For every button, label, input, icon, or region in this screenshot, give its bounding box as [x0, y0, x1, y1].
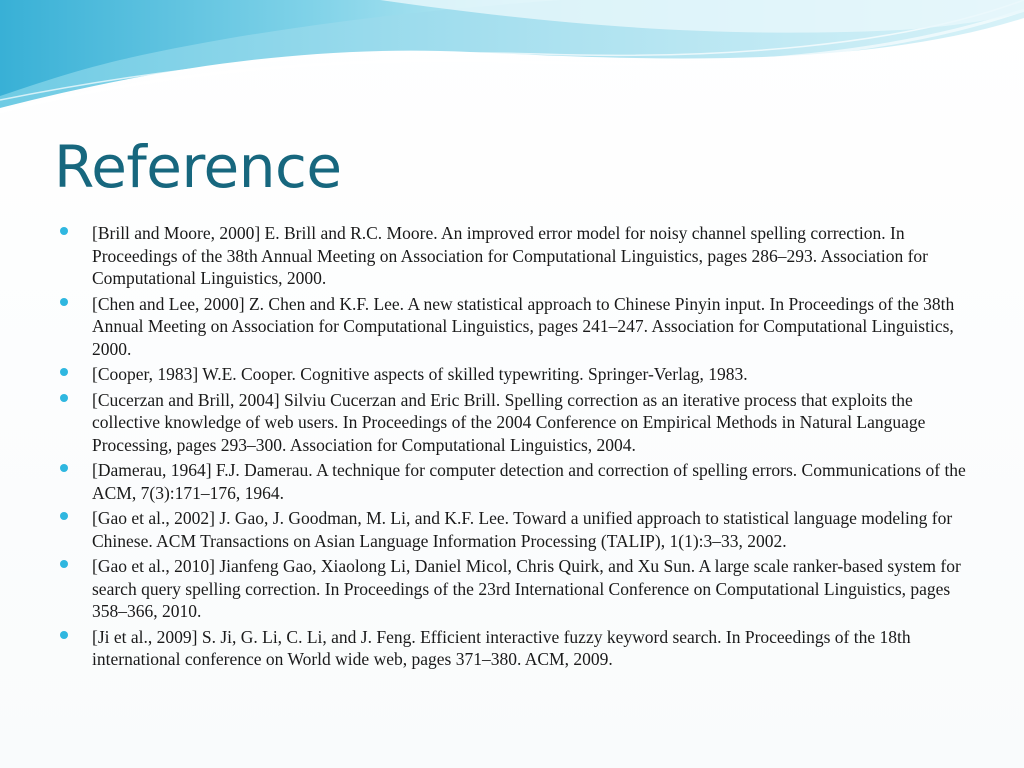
reference-list [60, 222, 970, 674]
reference-item [60, 293, 970, 361]
slide-title: Reference [54, 133, 342, 201]
reference-text: [Gao et al., 2002] J. Gao, J. Goodman, M. Li, and K.F. Lee. Toward a unified approach to statistical language modeling for Chinese. ACM Transactions on Asian Language Information Processing (TALIP), 1(1):3–33, 2002. [92, 508, 953, 551]
reference-text: [Ji et al., 2009] S. Ji, G. Li, C. Li, and J. Feng. Efficient interactive fuzzy keyword search. In Proceedings of the 18th international conference on World wide web, pages 371–380. ACM, 2009. [92, 626, 911, 669]
bullet-dot-icon [60, 512, 68, 520]
bullet-dot-icon [60, 631, 68, 639]
reference-text: [Cooper, 1983] W.E. Cooper. Cognitive aspects of skilled typewriting. Springer-Verlag, 1983. [92, 364, 748, 384]
bullet-dot-icon [60, 394, 68, 402]
reference-text: [Gao et al., 2010] Jianfeng Gao, Xiaolong Li, Daniel Micol, Chris Quirk, and Xu Sun. A large scale ranker-based system for search query spelling correction. In Proceedings of the 23rd International Conference on Computational Linguistics, pages 358–366, 2010. [92, 556, 961, 621]
reference-item [60, 626, 970, 671]
bullet-dot-icon [60, 560, 68, 568]
reference-text: [Damerau, 1964] F.J. Damerau. A technique for computer detection and correction of spelling errors. Communications of the ACM, 7(3):171–176, 1964. [92, 460, 966, 503]
reference-text: [Brill and Moore, 2000] E. Brill and R.C. Moore. An improved error model for noisy channel spelling correction. In Proceedings of the 38th Annual Meeting on Association for Computational Linguistics, pages 286–293. Association for Computational Linguistics, 2000. [92, 223, 929, 288]
reference-text: [Chen and Lee, 2000] Z. Chen and K.F. Lee. A new statistical approach to Chinese Pinyin input. In Proceedings of the 38th Annual Meeting on Association for Computational Linguistics, pages 241–247. Association for Computational Linguistics, 2000. [92, 293, 955, 359]
reference-item [60, 389, 970, 457]
bullet-dot-icon [60, 298, 68, 306]
bullet-dot-icon [60, 368, 68, 376]
reference-item [60, 459, 970, 504]
bullet-dot-icon [60, 464, 68, 472]
reference-text: [Cucerzan and Brill, 2004] Silviu Cucerzan and Eric Brill. Spelling correction as an iterative process that exploits the collective knowledge of web users. In Proceedings of the 2004 Conference on Empirical Methods in Natural Language Processing, pages 293–300. Association for Computational Linguistics, 2004. [92, 389, 926, 455]
reference-item [60, 363, 970, 386]
reference-item [60, 555, 970, 623]
reference-item [60, 222, 970, 290]
reference-item [60, 507, 970, 552]
bullet-dot-icon [60, 227, 68, 235]
header-wave-decoration [0, 0, 1024, 130]
